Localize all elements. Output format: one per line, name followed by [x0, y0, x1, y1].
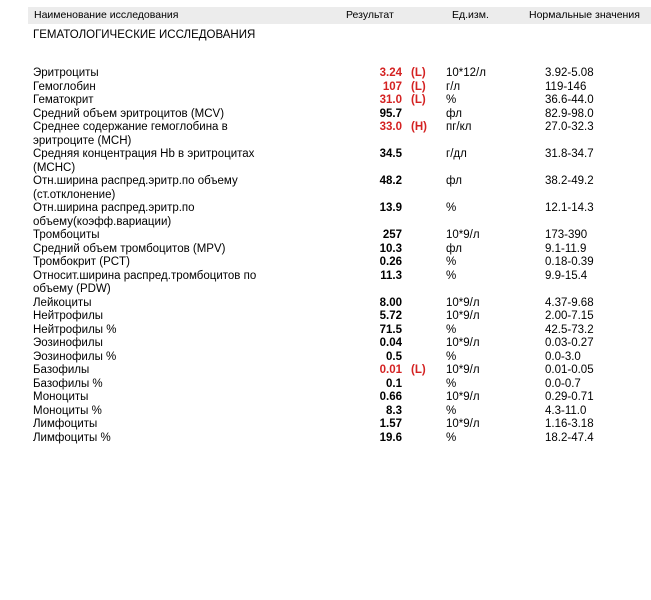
row-unit: фл — [446, 175, 462, 187]
row-name: Гематокрит — [33, 94, 94, 106]
table-row — [0, 243, 651, 257]
row-name: Лимфоциты % — [33, 431, 111, 444]
row-unit: % — [446, 350, 457, 363]
row-value: 0.66 — [379, 391, 402, 403]
row-name: Эритроциты — [33, 67, 99, 79]
row-name: Базофилы % — [33, 377, 103, 390]
row-unit: % — [446, 202, 457, 214]
row-value: 5.72 — [379, 310, 402, 322]
table-row — [0, 108, 651, 122]
row-norm: 9.1-11.9 — [545, 242, 587, 255]
row-value: 10.3 — [379, 242, 402, 255]
row-unit: 10*9/л — [446, 337, 480, 349]
table-row — [0, 121, 651, 148]
row-unit: 10*12/л — [446, 67, 486, 79]
table-row — [0, 297, 651, 311]
table-row — [0, 337, 651, 351]
row-unit: г/дл — [446, 148, 467, 160]
header-unit: Ед.изм. — [452, 9, 489, 21]
row-name: Тромбоциты — [33, 229, 100, 241]
row-name: Базофилы — [33, 364, 90, 376]
row-value: 257 — [382, 229, 402, 241]
table-row — [0, 256, 651, 270]
row-value: 0.1 — [386, 377, 402, 390]
row-flag: (L) — [411, 80, 426, 93]
row-unit: 10*9/л — [446, 310, 480, 322]
table-row — [0, 432, 651, 446]
row-value: 13.9 — [379, 202, 402, 214]
row-value: 31.0 — [379, 94, 402, 106]
row-norm: 82.9-98.0 — [545, 107, 594, 120]
table-row — [0, 270, 651, 297]
table-row — [0, 378, 651, 392]
row-name: Моноциты % — [33, 404, 102, 417]
row-value: 48.2 — [379, 175, 402, 187]
row-name: Нейтрофилы % — [33, 323, 117, 336]
row-value: 8.00 — [379, 296, 402, 309]
row-norm: 0.03-0.27 — [545, 337, 594, 349]
results-table — [0, 67, 651, 445]
row-unit: 10*9/л — [446, 229, 480, 241]
row-norm: 18.2-47.4 — [545, 431, 594, 444]
row-unit: 10*9/л — [446, 418, 480, 430]
row-value: 107 — [382, 80, 402, 93]
row-name: Относит.ширина распред.тромбоцитов по объему (PDW) — [33, 269, 257, 295]
header-name: Наименование исследования — [34, 9, 179, 21]
row-name: Средняя концентрация Hb в эритроцитах (MCHC) — [33, 148, 255, 174]
table-row — [0, 418, 651, 432]
row-norm: 27.0-32.3 — [545, 121, 594, 133]
table-row — [0, 81, 651, 95]
row-value: 0.04 — [379, 337, 402, 349]
row-unit: % — [446, 377, 457, 390]
row-norm: 36.6-44.0 — [545, 94, 594, 106]
row-norm: 119-146 — [545, 80, 587, 93]
row-norm: 4.3-11.0 — [545, 404, 587, 417]
row-unit: г/л — [446, 80, 461, 93]
table-row — [0, 391, 651, 405]
row-unit: % — [446, 404, 457, 417]
row-flag: (L) — [411, 94, 426, 106]
row-unit: пг/кл — [446, 121, 472, 133]
row-norm: 0.0-0.7 — [545, 377, 581, 390]
table-row — [0, 202, 651, 229]
row-norm: 173-390 — [545, 229, 588, 241]
row-name: Отн.ширина распред.эритр.по объему(коэфф.вариации) — [33, 202, 195, 228]
row-unit: % — [446, 269, 457, 282]
table-row — [0, 175, 651, 202]
row-norm: 31.8-34.7 — [545, 148, 594, 160]
row-name: Лимфоциты — [33, 418, 98, 430]
row-unit: 10*9/л — [446, 391, 480, 403]
row-value: 95.7 — [379, 107, 402, 120]
row-name: Среднее содержание гемоглобина в эритроците (MCH) — [33, 121, 228, 147]
table-row — [0, 364, 651, 378]
row-value: 0.26 — [379, 256, 402, 268]
table-row — [0, 324, 651, 338]
row-name: Отн.ширина распред.эритр.по объему (ст.отклонение) — [33, 175, 238, 201]
row-value: 11.3 — [380, 269, 402, 282]
table-row — [0, 405, 651, 419]
row-value: 0.01 — [379, 364, 402, 376]
row-norm: 12.1-14.3 — [545, 202, 594, 214]
row-unit: 10*9/л — [446, 296, 480, 309]
row-name: Средний объем эритроцитов (MCV) — [33, 107, 225, 120]
row-name: Гемоглобин — [33, 80, 96, 93]
row-name: Эозинофилы — [33, 337, 103, 349]
header-result: Результат — [346, 9, 394, 21]
row-name: Эозинофилы % — [33, 350, 117, 363]
row-unit: фл — [446, 242, 462, 255]
row-value: 71.5 — [379, 323, 402, 336]
row-unit: % — [446, 94, 457, 106]
row-unit: 10*9/л — [446, 364, 480, 376]
row-norm: 0.0-3.0 — [545, 350, 581, 363]
row-name: Нейтрофилы — [33, 310, 104, 322]
row-value: 19.6 — [379, 431, 402, 444]
row-norm: 4.37-9.68 — [545, 296, 594, 309]
row-norm: 0.01-0.05 — [545, 364, 594, 376]
table-row — [0, 310, 651, 324]
row-name: Тромбокрит (PCT) — [33, 256, 130, 268]
row-unit: фл — [446, 107, 462, 120]
row-value: 1.57 — [379, 418, 402, 430]
row-value: 0.5 — [386, 350, 402, 363]
table-row — [0, 148, 651, 175]
header-norm: Нормальные значения — [529, 9, 640, 21]
row-value: 34.5 — [379, 148, 402, 160]
row-norm: 1.16-3.18 — [545, 418, 594, 430]
table-row — [0, 351, 651, 365]
table-row — [0, 229, 651, 243]
row-norm: 42.5-73.2 — [545, 323, 594, 336]
row-value: 8.3 — [386, 404, 402, 417]
row-norm: 38.2-49.2 — [545, 175, 594, 187]
row-value: 3.24 — [379, 67, 402, 79]
table-row — [0, 67, 651, 81]
row-norm: 9.9-15.4 — [545, 269, 588, 282]
row-unit: % — [446, 323, 457, 336]
row-value: 33.0 — [379, 121, 402, 133]
row-norm: 0.18-0.39 — [545, 256, 594, 268]
row-name: Моноциты — [33, 391, 89, 403]
row-flag: (L) — [411, 67, 426, 79]
row-name: Средний объем тромбоцитов (MPV) — [33, 242, 226, 255]
row-norm: 3.92-5.08 — [545, 67, 594, 79]
row-norm: 2.00-7.15 — [545, 310, 594, 322]
table-header — [28, 7, 651, 24]
row-flag: (L) — [411, 364, 426, 376]
table-row — [0, 94, 651, 108]
row-name: Лейкоциты — [33, 296, 92, 309]
section-title: ГЕМАТОЛОГИЧЕСКИЕ ИССЛЕДОВАНИЯ — [33, 29, 256, 41]
row-unit: % — [446, 431, 457, 444]
row-flag: (H) — [411, 121, 427, 133]
row-norm: 0.29-0.71 — [545, 391, 594, 403]
row-unit: % — [446, 256, 457, 268]
